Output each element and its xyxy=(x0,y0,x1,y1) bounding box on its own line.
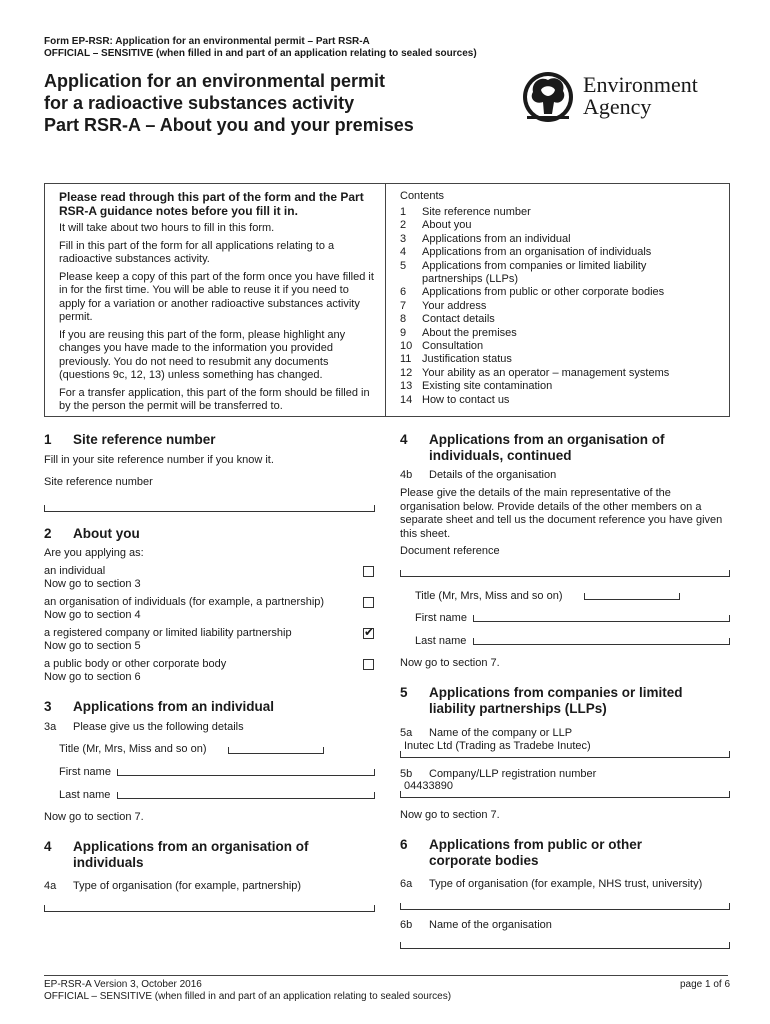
intro-paragraph: It will take about two hours to fill in this form. xyxy=(59,222,275,234)
tree-person-icon xyxy=(521,70,577,126)
company-name-value: Inutec Ltd (Trading as Tradebe Inutec) xyxy=(404,740,591,752)
section-instruction: Please give the details of the main representative of the organisation below. Provide details of the other members on a separate sheet and tell us the document reference you have given this sheet. xyxy=(400,487,723,540)
section-title xyxy=(429,685,683,717)
footer-version: EP-RSR-A Version 3, October 2016 xyxy=(44,979,202,990)
option-goto: Now go to section 5 xyxy=(44,640,141,652)
question-label: Company/LLP registration number xyxy=(429,768,597,780)
option-goto: Now go to section 4 xyxy=(44,609,141,621)
page-title-line3: Part RSR-A – About you and your premises xyxy=(44,115,414,135)
section-instruction: Fill in your site reference number if you know it. xyxy=(44,454,274,466)
question-number: 6a xyxy=(400,878,413,890)
intro-text xyxy=(59,190,377,414)
section-title: About you xyxy=(73,526,140,541)
section-number: 4 xyxy=(400,432,408,447)
question-number: 4a xyxy=(44,880,57,892)
title-input[interactable] xyxy=(584,593,680,600)
intro-heading: Please read through this part of the form and the Part RSR-A guidance notes before you fill it in. xyxy=(59,190,364,218)
first-name-input[interactable] xyxy=(473,615,730,622)
public-body-checkbox[interactable] xyxy=(363,659,374,670)
contents-heading: Contents xyxy=(400,190,445,202)
page-title xyxy=(44,70,414,136)
section-title-line: Applications from companies or limited xyxy=(429,685,683,700)
question-label: Please give us the following details xyxy=(73,721,244,733)
intro-paragraph: Please keep a copy of this part of the form once you have filled it in for the first time. You will be able to reuse it if you need to apply for a variation or another radioactive substances activity permit. xyxy=(59,270,374,323)
applying-as-question: Are you applying as: xyxy=(44,547,144,559)
question-label: Type of organisation (for example, partnership) xyxy=(73,880,302,892)
form-header-line2: OFFICIAL – SENSITIVE (when filled in and part of an application relating to sealed sources) xyxy=(44,48,477,59)
site-reference-input[interactable] xyxy=(44,505,375,512)
section-title xyxy=(429,432,665,464)
site-reference-label: Site reference number xyxy=(44,476,153,488)
first-name-label: First name xyxy=(59,766,111,778)
footer-classification: OFFICIAL – SENSITIVE (when filled in and part of an application relating to sealed sources) xyxy=(44,991,452,1002)
question-label: Type of organisation (for example, NHS trust, university) xyxy=(429,878,703,890)
section-title xyxy=(429,837,642,869)
section-number: 4 xyxy=(44,839,52,854)
title-label: Title (Mr, Mrs, Miss and so on) xyxy=(59,743,207,755)
goto-instruction: Now go to section 7. xyxy=(44,811,144,823)
section-title-line: individuals, continued xyxy=(429,448,572,463)
logo-text-line2: Agency xyxy=(583,94,652,119)
goto-instruction: Now go to section 7. xyxy=(400,657,500,669)
section-title: Applications from an individual xyxy=(73,699,275,714)
intro-paragraph: Fill in this part of the form for all applications relating to a radioactive substances activity. xyxy=(59,239,335,265)
company-checkbox[interactable] xyxy=(363,625,375,639)
section-title-line: liability partnerships (LLPs) xyxy=(429,701,607,716)
question-label: Name of the company or LLP xyxy=(429,727,573,739)
question-label: Name of the organisation xyxy=(429,919,552,931)
section-title-line: individuals xyxy=(73,855,144,870)
question-label: Details of the organisation xyxy=(429,469,557,481)
option-goto: Now go to section 6 xyxy=(44,671,141,683)
last-name-input[interactable] xyxy=(117,792,375,799)
question-number: 4b xyxy=(400,469,413,481)
form-header-line1: Form EP-RSR: Application for an environmental permit – Part RSR-A xyxy=(44,36,370,47)
goto-instruction: Now go to section 7. xyxy=(400,809,500,821)
registration-number-value: 04433890 xyxy=(404,780,453,792)
section-number: 1 xyxy=(44,432,52,447)
option-label: an individual xyxy=(44,565,106,577)
section-number: 2 xyxy=(44,526,52,541)
page-number: page 1 of 6 xyxy=(680,979,731,990)
organisation-type-input[interactable] xyxy=(44,905,375,912)
organisation-type-input[interactable] xyxy=(400,903,730,910)
page-title-line1: Application for an environmental permit xyxy=(44,71,386,91)
first-name-label: First name xyxy=(415,612,467,624)
option-label: a registered company or limited liability partnership xyxy=(44,627,292,639)
section-number: 3 xyxy=(44,699,52,714)
organisation-name-input[interactable] xyxy=(400,942,730,949)
question-number: 6b xyxy=(400,919,413,931)
question-number: 5a xyxy=(400,727,413,739)
section-title-line: Applications from an organisation of xyxy=(429,432,665,447)
page-title-line2: for a radioactive substances activity xyxy=(44,93,355,113)
document-reference-input[interactable] xyxy=(400,570,730,577)
section-title-line: Applications from public or other xyxy=(429,837,643,852)
company-name-input[interactable] xyxy=(400,740,730,758)
title-input[interactable] xyxy=(228,747,324,754)
section-title xyxy=(73,839,309,871)
registration-number-input[interactable] xyxy=(400,780,730,798)
question-number: 3a xyxy=(44,721,57,733)
intro-box-divider xyxy=(385,183,386,416)
individual-checkbox[interactable] xyxy=(363,566,374,577)
section-title: Site reference number xyxy=(73,432,216,447)
option-label: a public body or other corporate body xyxy=(44,658,227,670)
section-title-line: corporate bodies xyxy=(429,853,539,868)
check-mark-icon: ✔ xyxy=(364,625,375,639)
section-title-line: Applications from an organisation of xyxy=(73,839,309,854)
document-reference-label: Document reference xyxy=(400,545,500,557)
last-name-input[interactable] xyxy=(473,638,730,645)
contents-list: 1 Site reference number 2 About you 3 Applications from an individual 4 Applications from an organisation of individuals 5 Applications from companies or limited liability partnerships (LLPs) 6 Applications from public or other corporate bodies 7 Your address 8 Contact details 9 About the premises 10 Consultation 11 Justification status 12 Your ability as an operator – management systems 13 Existing site contamination 14 How to contact us xyxy=(400,206,670,406)
title-label: Title (Mr, Mrs, Miss and so on) xyxy=(415,590,563,602)
logo-text-line1: Environment xyxy=(583,72,698,97)
last-name-label: Last name xyxy=(415,635,467,647)
environment-agency-logo xyxy=(521,70,731,126)
organisation-checkbox[interactable] xyxy=(363,597,374,608)
intro-paragraph: For a transfer application, this part of the form should be filled in by the person the permit will be transferred to. xyxy=(59,386,370,412)
question-number: 5b xyxy=(400,768,413,780)
option-label: an organisation of individuals (for example, a partnership) xyxy=(44,596,325,608)
section-number: 6 xyxy=(400,837,408,852)
option-goto: Now go to section 3 xyxy=(44,578,141,590)
intro-paragraph: If you are reusing this part of the form, please highlight any changes you have made to the information you provided previously. You do not need to resubmit any documents (questions 9c, 12, 13) unless something has changed. xyxy=(59,328,346,381)
last-name-label: Last name xyxy=(59,789,111,801)
first-name-input[interactable] xyxy=(117,769,375,776)
footer-divider xyxy=(44,975,728,976)
section-number: 5 xyxy=(400,685,408,700)
